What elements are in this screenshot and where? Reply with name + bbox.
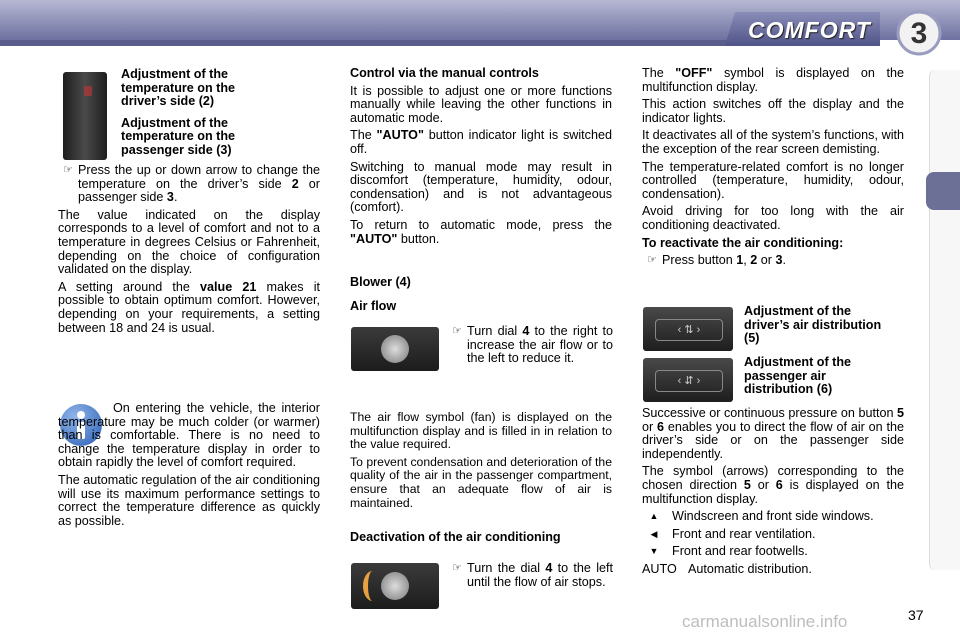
heading-air-flow: Air flow: [350, 299, 397, 313]
button-ref-3: 3: [775, 253, 783, 268]
pointing-hand-icon: ☞: [647, 254, 657, 267]
button-ref-2: 2: [291, 176, 299, 191]
blower-dial-photo: [351, 327, 439, 371]
watermark: carmanualsonline.info: [682, 612, 848, 631]
button-ref-5: 5: [743, 477, 751, 492]
bullet-press-arrow: [58, 164, 320, 205]
passenger-distribution-button-photo: [643, 358, 733, 402]
pointing-hand-icon: ☞: [452, 562, 462, 574]
button-ref-2: 2: [750, 253, 758, 268]
paragraph-deactivates: It deactivates all of the system’s functions, with the exception of the rear screen demisting.: [642, 128, 904, 156]
tab-strip: [929, 70, 960, 570]
text-part: button.: [397, 231, 440, 246]
text-part: Turn dial: [467, 324, 523, 338]
distribution-windscreen: [644, 510, 904, 524]
bullet-turn-dial: [447, 325, 613, 366]
button-ref-6: 6: [657, 419, 665, 434]
pointing-hand-icon: ☞: [63, 164, 73, 176]
text-part: to the right to increase the air flow or to the left to reduce it.: [467, 324, 613, 366]
auto-mode-label: AUTO: [642, 561, 677, 576]
arrow-up-icon: ▲: [649, 511, 659, 522]
paragraph-successive-pressure: [642, 407, 904, 461]
off-label: "OFF": [675, 66, 713, 80]
info-note: [58, 402, 320, 532]
text-part: to the left until the flow of air stops.: [467, 561, 613, 589]
text-part: or: [750, 477, 776, 492]
tab-active-comfort[interactable]: [926, 172, 960, 210]
fan-dial-icon: [381, 572, 409, 600]
distribution-text: Automatic distribution.: [688, 561, 812, 576]
text-part: enables you to direct the flow of air on the driver’s side or on the passenger side independently.: [642, 419, 904, 461]
heading-reactivate: To reactivate the air conditioning:: [642, 235, 844, 250]
text-part: A setting around the: [58, 279, 201, 294]
driver-distribution-button-photo: [643, 307, 733, 351]
text-part: The: [350, 128, 377, 143]
paragraph-switches-off: This action switches off the display and the indicator lights.: [642, 97, 904, 125]
auto-label: "AUTO": [350, 231, 398, 246]
button-ref-5: 5: [896, 406, 904, 420]
column-1-body: [58, 164, 320, 339]
paragraph-return-auto: [350, 219, 612, 246]
bullet-text: Press the up or down arrow to change the temperature on the driver’s side: [78, 163, 320, 191]
page-number: 37: [908, 607, 924, 623]
text-part: or: [757, 253, 776, 268]
button-ref-3: 3: [166, 190, 174, 205]
paragraph-avoid-driving: Avoid driving for too long with the air conditioning deactivated.: [642, 204, 904, 232]
auto-label: "AUTO": [376, 128, 424, 143]
chapter-number: 3: [910, 17, 928, 50]
distribution-text: Windscreen and front side windows.: [672, 509, 874, 524]
heading-blower: Blower (4): [350, 275, 411, 289]
airflow-arrows-icon: ‹ ⇅ ›: [655, 319, 723, 341]
rotate-left-arrow-icon: [363, 571, 382, 601]
heading-driver-distribution: Adjustment of the driver’s air distribution (5): [744, 304, 882, 346]
text-part: button indicator light is switched off.: [350, 128, 612, 156]
arrow-left-icon: ◀: [650, 528, 658, 539]
paragraph-value-display: The value indicated on the display corresponds to a level of comfort and not to a temperature in degrees Celsius or Fahrenheit, depending on the choice of configuration validated on the display.: [58, 207, 320, 277]
dial-instruction: [447, 325, 613, 370]
dial-ref-4: 4: [522, 324, 530, 338]
turn-off-instruction: [447, 562, 613, 593]
distribution-text: Front and rear footwells.: [672, 544, 808, 559]
text-part: ,: [743, 253, 751, 268]
text-part: Turn the dial: [467, 561, 546, 575]
text-part: To return to automatic mode, press the: [350, 217, 612, 232]
paragraph-no-longer-controlled: The temperature-related comfort is no longer controlled (temperature, humidity, odour, condensation).: [642, 159, 904, 201]
distribution-footwells: [644, 545, 904, 559]
paragraph-off-symbol: [642, 67, 904, 94]
value-21: value 21: [200, 279, 257, 294]
subheading-passenger-temp: Adjustment of the temperature on the passenger side (3): [121, 115, 236, 157]
arrow-down-icon: ▼: [649, 546, 659, 557]
button-ref-1: 1: [736, 253, 744, 268]
text-part: or: [642, 419, 658, 434]
pointing-hand-icon: ☞: [452, 325, 462, 337]
dial-ref-4: 4: [545, 561, 553, 575]
bullet-text-3: .: [173, 190, 178, 205]
heading-passenger-distribution: Adjustment of the passenger air distribution (6): [744, 355, 852, 397]
distribution-auto: [642, 563, 904, 577]
paragraph-fan-symbol: The air flow symbol (fan) is displayed on the multifunction display and is filled in in relation to the value required.: [350, 410, 612, 452]
text-part: makes it possible to obtain optimum comfort. However, depending on your requirements, a setting between 18 and 24 is usual.: [58, 279, 321, 335]
subheading-driver-temp: Adjustment of the temperature on the driver’s side (2): [121, 67, 236, 109]
distribution-text: Front and rear ventilation.: [672, 526, 816, 541]
chapter-title: COMFORT: [748, 17, 871, 43]
text-part: Press button: [662, 253, 737, 268]
temperature-headings: [121, 68, 281, 162]
column-3-body: [642, 67, 904, 272]
button-ref-6: 6: [775, 477, 783, 492]
text-part: is displayed on the multifunction display.: [642, 477, 904, 506]
text-part: The symbol (arrows) corresponding to the chosen direction: [642, 464, 904, 492]
distribution-ventilation: [644, 528, 904, 542]
column-2-body: [350, 67, 612, 250]
info-paragraph-2: The automatic regulation of the air conditioning will use its maximum performance settings to correct the temperature difference as quickly as possible.: [58, 472, 320, 528]
deactivation-dial-photo: [351, 563, 439, 609]
paragraph-manual-1: It is possible to adjust one or more functions manually while leaving the other functions in automatic mode.: [350, 83, 612, 125]
paragraph-auto-indicator: [350, 129, 612, 156]
column-3-distribution-text: [642, 407, 904, 581]
column-2-airflow-text: [350, 411, 612, 514]
text-part: .: [782, 253, 786, 268]
airflow-arrows-icon: ‹ ⇵ ›: [655, 370, 723, 392]
paragraph-condensation: To prevent condensation and deterioration of the quality of the air in the passenger compartment, ensure that an adequate flow of air is maintained.: [350, 454, 612, 510]
temperature-control-photo: [63, 72, 107, 160]
text-part: Successive or continuous pressure on button: [642, 406, 897, 420]
bullet-text-2: or passenger side: [78, 176, 321, 205]
paragraph-manual-discomfort: Switching to manual mode may result in discomfort (temperature, humidity, odour, condensation) and is not advantageous (comfort).: [350, 159, 612, 215]
indicator-light-icon: [84, 86, 92, 96]
bullet-turn-off: [447, 562, 613, 589]
heading-deactivation: Deactivation of the air conditioning: [350, 530, 561, 544]
paragraph-value-21: [58, 281, 320, 335]
info-paragraph-1: On entering the vehicle, the interior temperature may be much colder (or warmer) than is comfortable. There is no need to change the temperature display in order to obtain rapidly the level of comfort required.: [58, 401, 320, 470]
text-part: symbol is displayed on the multifunction display.: [642, 66, 904, 94]
heading-manual-controls: Control via the manual controls: [350, 66, 539, 80]
chapter-header: [0, 0, 960, 56]
text-part: The: [642, 66, 676, 80]
paragraph-arrow-symbol: [642, 465, 904, 506]
fan-dial-icon: [381, 335, 409, 363]
bullet-press-button: [642, 254, 904, 268]
